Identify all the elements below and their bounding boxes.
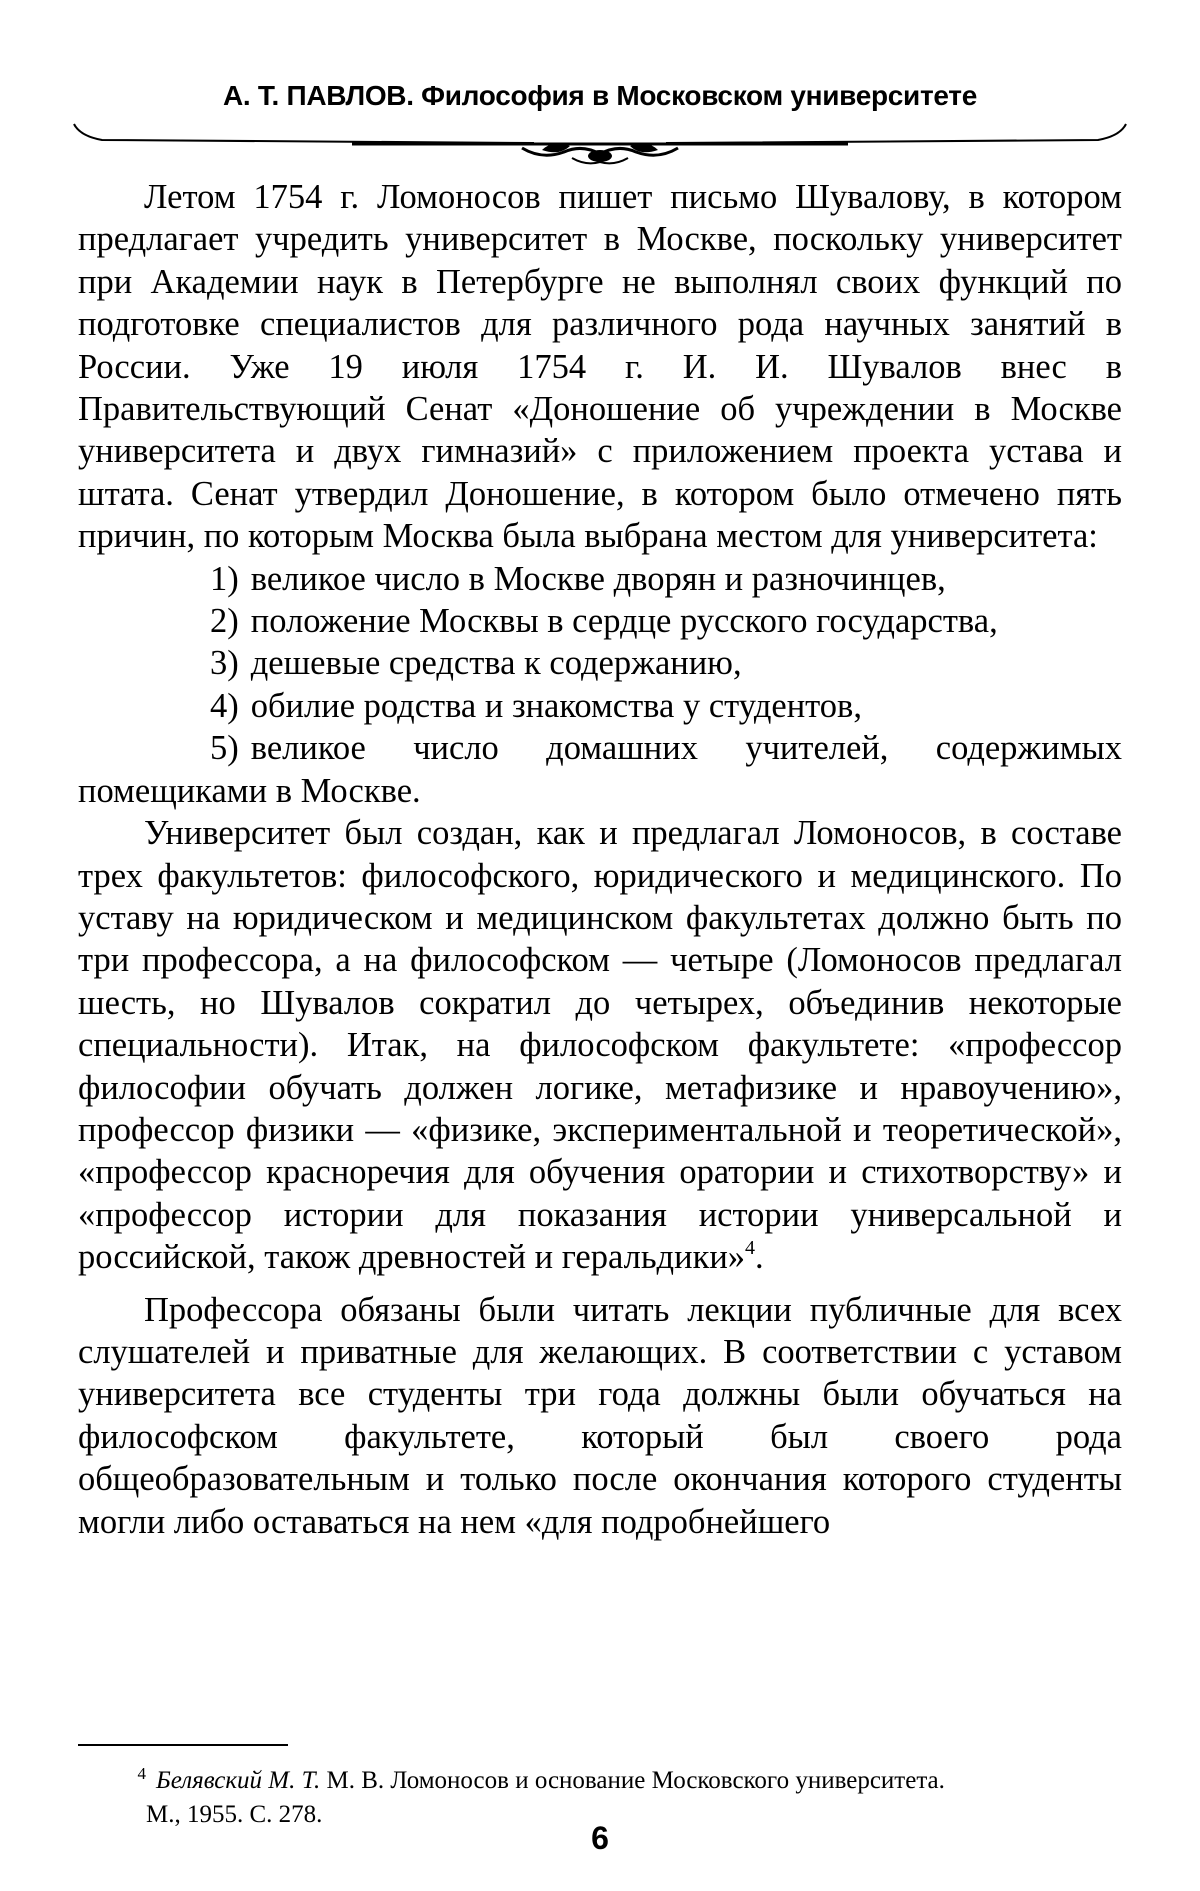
list-item-text: великое число домашних учителей, содержимых помещиками в Москве. [78, 729, 1122, 810]
footnote: 4 Белявский М. Т. М. В. Ломоносов и основание Московского университета. М., 1955. С. 278. [78, 1764, 1122, 1832]
paragraph-2-end: . [755, 1238, 764, 1277]
running-header [72, 70, 1128, 160]
list-item-text: положение Москвы в сердце русского государства, [250, 602, 998, 641]
running-title: А. Т. ПАВЛОВ. Философия в Московском университете [223, 80, 977, 111]
footnote-continuation: М., 1955. С. 278. [146, 1801, 323, 1828]
list-item-number: 5) [210, 729, 239, 768]
list-item-text: великое число в Москве дворян и разночинцев, [250, 559, 946, 598]
footnote-author: Белявский М. Т. [156, 1767, 321, 1794]
list-item [78, 600, 1122, 642]
footnote-rule [78, 1744, 288, 1746]
list-item-number: 1) [210, 559, 239, 598]
page-number: 6 [591, 1820, 609, 1856]
main-text [78, 176, 1122, 1543]
paragraph-2 [78, 812, 1122, 1278]
list-item-text: обилие родства и знакомства у студентов, [250, 686, 862, 725]
paragraph-1: Летом 1754 г. Ломоносов пишет письмо Шувалову, в котором предлагает учредить университет в Москве, поскольку университет при Академии наук в Петербурге не выполнял своих функций по подготовке специалистов для различного рода научных занятий в России. Уже 19 июля 1754 г. И. И. Шувалов внес в Правительствующий Сенат «Доношение об учреждении в Москве университета и двух гимназий» с приложением проекта устава и штата. Сенат утвердил Доношение, в котором было отмечено пять причин, по которым Москва была выбрана местом для университета: [78, 178, 1122, 556]
list-item [78, 558, 1122, 600]
list-item-number: 3) [210, 644, 239, 683]
paragraph-3: Профессора обязаны были читать лекции публичные для всех слушателей и приватные для желающих. В соответствии с уставом университета все студенты три года должны были обучаться на философском факультете, который был своего рода общеобразовательным и только после окончания которого студенты могли либо оставаться на нем «для подробнейшего [78, 1290, 1122, 1541]
list-item [78, 642, 1122, 684]
footnote-text: М. В. Ломоносов и основание Московского университета. [326, 1767, 945, 1794]
footnote-reference: 4 [745, 1237, 756, 1260]
list-item-text: дешевые средства к содержанию, [250, 644, 742, 683]
list-item-number: 4) [210, 686, 239, 725]
list-item-number: 2) [210, 602, 239, 641]
reasons-list [78, 558, 1122, 812]
paragraph-2-text: Университет был создан, как и предлагал Ломоносов, в составе трех факультетов: философского, юридического и медицинского. По уставу на юридическом и медицинском факультетах должно быть по три профессора, а на философском — четыре (Ломоносов предлагал шесть, но Шувалов сократил до четырех, объединив некоторые специальности). Итак, на философском факультете: «профессор философии обучать должен логике, метафизике и нравоучению», профессор физики — «физике, экспериментальной и теоретической», «профессор красноречия для обучения оратории и стихотворству» и «профессор истории для показания истории универсальной и российской, також древностей и геральдики» [78, 814, 1122, 1277]
list-item [78, 727, 1122, 812]
ornament-divider-icon [72, 110, 1128, 170]
list-item [78, 685, 1122, 727]
